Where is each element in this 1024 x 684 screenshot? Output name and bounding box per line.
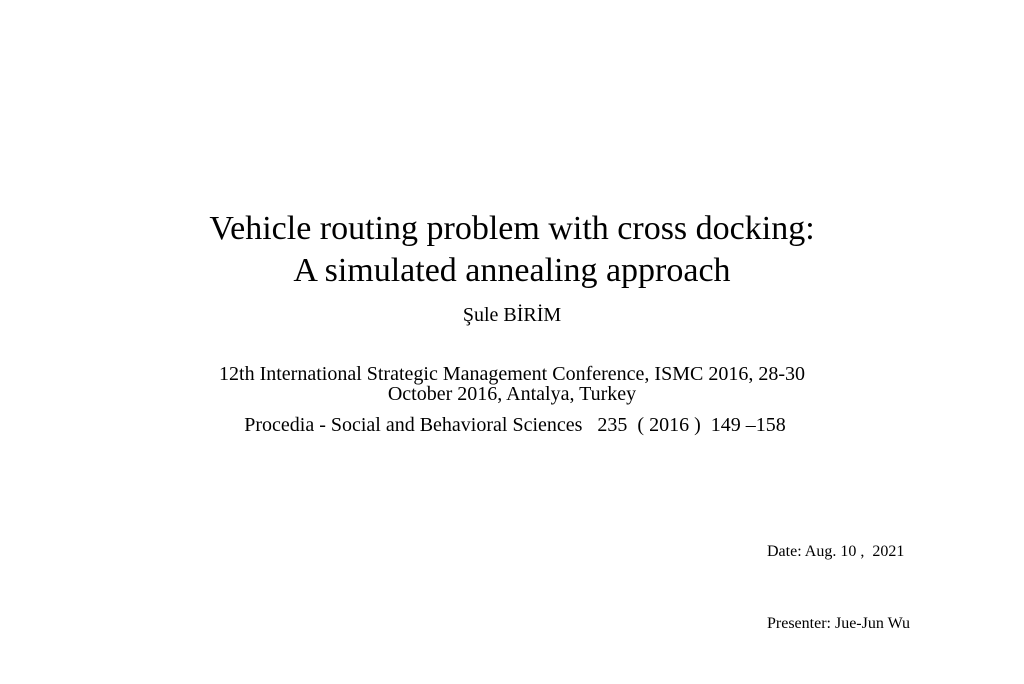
journal-citation: Procedia - Social and Behavioral Sciences 235 ( 2016 ) 149 –158 <box>244 414 786 436</box>
slide-title <box>100 208 924 292</box>
conference-line-1: 12th International Strategic Management Conference, ISMC 2016, 28-30 <box>219 363 805 385</box>
presentation-meta <box>767 492 910 684</box>
title-line-2: A simulated annealing approach <box>293 252 731 289</box>
conference-line-2: October 2016, Antalya, Turkey <box>387 383 637 405</box>
conference-info <box>140 364 884 404</box>
presenter-name: Presenter: Jue-Jun Wu <box>767 615 911 632</box>
title-line-1: Vehicle routing problem with cross docking: <box>209 210 815 247</box>
author-name: Şule BİRİM <box>462 304 562 326</box>
presentation-date: Date: Aug. 10 , 2021 <box>767 543 905 560</box>
